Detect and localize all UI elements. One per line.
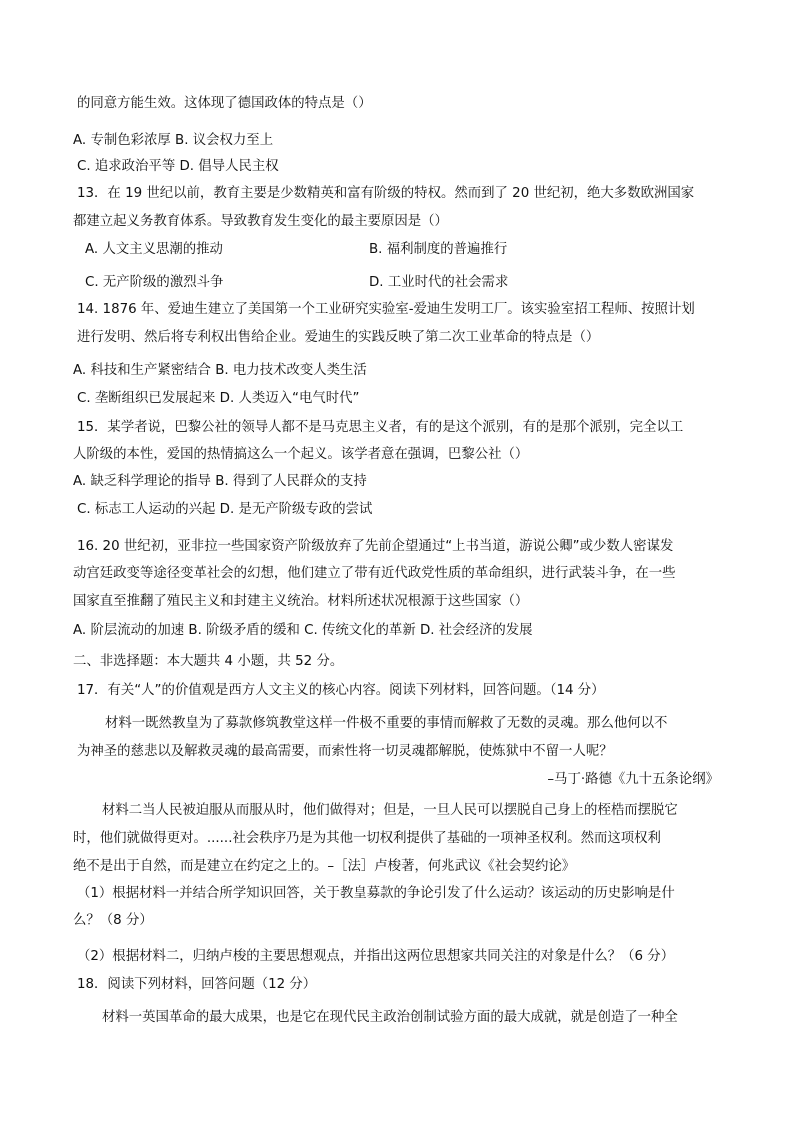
q12-stem-continuation: 的同意方能生效。这体现了德国政体的特点是（） [77, 96, 372, 111]
q17-material2-line1: 材料二当人民被迫服从而服从时，他们做得对；但是，一旦人民可以摆脱自己身上的桎梏而摆脱它 [102, 803, 678, 818]
q17-material2-line3: 绝不是出于自然，而是建立在约定之上的。–［法］卢梭著，何兆武议《社会契约论》 [73, 859, 576, 874]
q13-stem-line1: 13．在 19 世纪以前，教育主要是少数精英和富有阶级的特权。然而到了 20 世纪初，绝大多数欧洲国家 [77, 186, 695, 201]
q17-stem: 17．有关“人”的价值观是西方人文主义的核心内容。阅读下列材料，回答问题。（14 分） [77, 683, 605, 698]
q18-material1-line1: 材料一英国革命的最大成果，也是它在现代民主政治创制试验方面的最大成就，就是创造了一种全 [102, 1010, 678, 1025]
q13-option-d: D. 工业时代的社会需求 [369, 275, 509, 290]
q16-stem-line1: 16. 20 世纪初，亚非拉一些国家资产阶级放弃了先前企望通过“上书当道，游说公卿”或少数人密谋发 [77, 539, 674, 554]
q12-options-ab: A. 专制色彩浓厚 B. 议会权力至上 [73, 133, 274, 148]
q12-options-cd: C. 追求政治平等 D. 倡导人民主权 [77, 159, 279, 174]
q16-stem-line2: 动宫廷政变等途径变革社会的幻想，他们建立了带有近代政党性质的革命组织，进行武装斗争，在一些 [73, 566, 676, 581]
q15-stem-line2: 人阶级的本性，爱国的热情搞这么一个起义。该学者意在强调，巴黎公社（） [73, 447, 529, 462]
section-two-heading: 二、非选择题：本大题共 4 小题，共 52 分。 [73, 654, 344, 669]
q14-stem-line1: 14. 1876 年、爱迪生建立了美国第一个工业研究实验室-爱迪生发明工厂。该实验室招工程师、按照计划 [77, 302, 695, 317]
q15-options-ab: A. 缺乏科学理论的指导 B. 得到了人民群众的支持 [73, 474, 367, 489]
q15-stem-line1: 15．某学者说，巴黎公社的领导人都不是马克思主义者，有的是这个派别，有的是那个派别，完全以工 [77, 420, 684, 435]
q13-option-c: C. 无产阶级的激烈斗争 [85, 275, 224, 290]
q17-material1-line1: 材料一既然教皇为了募款修筑教堂这样一件极不重要的事情而解救了无数的灵魂。那么他何以不 [105, 716, 668, 731]
q15-options-cd: C. 标志工人运动的兴起 D. 是无产阶级专政的尝试 [77, 502, 373, 517]
q17-material1-line2: 为神圣的慈悲以及解救灵魂的最高需要，而索性将一切灵魂都解脱，使炼狱中不留一人呢？ [77, 744, 613, 759]
q14-stem-line2: 进行发明、然后将专利权出售给企业。爱迪生的实践反映了第二次工业革命的特点是（） [77, 330, 600, 345]
q16-stem-line3: 国家直至推翻了殖民主义和封建主义统治。材料所述状况根源于这些国家（） [73, 594, 529, 609]
q13-option-b: B. 福利制度的普遍推行 [369, 242, 508, 257]
q14-options-cd: C. 垄断组织已发展起来 D. 人类迈入“电气时代” [77, 391, 360, 406]
q17-subquestion1-line2: 么？（8 分） [73, 913, 153, 928]
q17-subquestion2: （2）根据材料二，归纳卢梭的主要思想观点，并指出这两位思想家共同关注的对象是什么？（6 分） [77, 949, 675, 964]
q17-subquestion1-line1: （1）根据材料一并结合所学知识回答，关于教皇募款的争论引发了什么运动？该运动的历史影响是什 [77, 886, 675, 901]
q13-option-a: A. 人文主义思潮的推动 [85, 242, 223, 257]
q17-material2-line2: 时，他们就做得更对。......社会秩序乃是为其他一切权利提供了基础的一项神圣权利。然而这项权利 [73, 831, 661, 846]
q16-options: A. 阶层流动的加速 B. 阶级矛盾的缓和 C. 传统文化的革新 D. 社会经济的发展 [73, 623, 533, 638]
q14-options-ab: A. 科技和生产紧密结合 B. 电力技术改变人类生活 [73, 363, 367, 378]
q13-stem-line2: 都建立起义务教育体系。导致教育发生变化的最主要原因是（） [73, 214, 448, 229]
q17-material1-source: –马丁·路德《九十五条论纲》 [547, 772, 719, 787]
q18-stem: 18．阅读下列材料，回答问题（12 分） [77, 977, 317, 992]
